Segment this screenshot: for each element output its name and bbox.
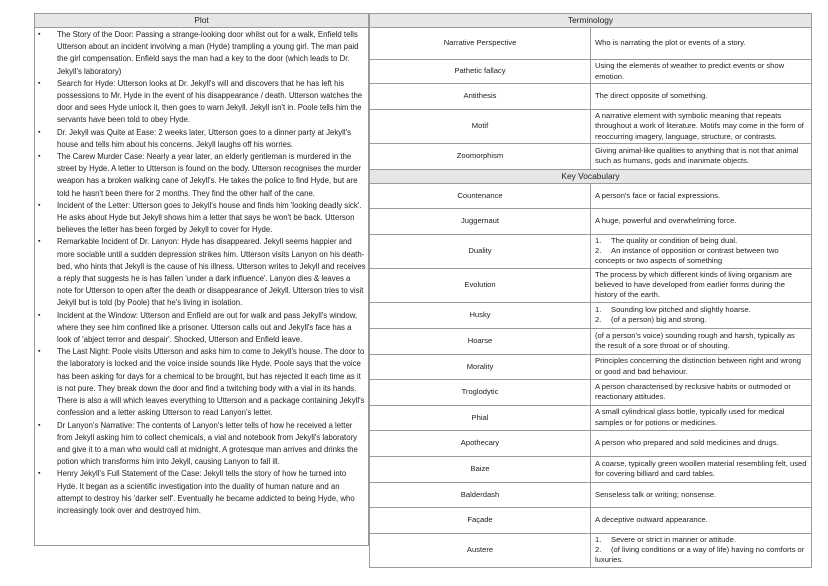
vocab-row [370, 507, 812, 533]
vocab-definition: 1. Severe or strict in manner or attitude. 2. (of living conditions or a way of life) having no comforts or luxuries. [591, 533, 812, 567]
plot-item: ▪ Remarkable Incident of Dr. Lanyon: Hyde has disappeared. Jekyll seems happier and more sociable until a sudden depression strikes him. Utterson visits Lanyon on his death-bed, who hints that Jekyll is the cause of his illness. Utterson writes to Jekyll and receives a reply that suggests he is has fallen 'under a dark influence'. Lanyon dies & leaves a note for Utterson to open after the death or disappearance of Jekyll. Utterson tries to visit Jekyll but is told (by Poole) that he's living in isolation. [38, 237, 366, 308]
plot-list [37, 29, 366, 517]
vocab-row [370, 328, 812, 354]
vocab-definition: A person characterised by reclusive habits or outmoded or reactionary attitudes. [591, 379, 812, 405]
term-word: Motif [370, 110, 591, 144]
bullet-icon: ▪ [38, 201, 41, 209]
vocab-row [370, 482, 812, 507]
vocab-definition: A coarse, typically green woollen material resembling felt, used for covering billiard and card tables. [591, 456, 812, 482]
vocab-row [370, 405, 812, 430]
terminology-table [369, 13, 812, 568]
bullet-icon: ▪ [38, 311, 41, 319]
term-row [370, 60, 812, 84]
vocabulary-header: Key Vocabulary [370, 169, 812, 183]
bullet-icon: ▪ [38, 79, 41, 87]
vocab-row [370, 456, 812, 482]
vocab-row [370, 234, 812, 268]
vocab-row [370, 183, 812, 208]
vocab-word: Baize [370, 456, 591, 482]
vocab-definition: 1. Sounding low pitched and slightly hoarse. 2. (of a person) big and strong. [591, 302, 812, 328]
bullet-icon: ▪ [38, 128, 41, 136]
plot-item: ▪ Search for Hyde: Utterson looks at Dr. Jekyll's will and discovers that he has left his possessions to Mr. Hyde in the event of his disappearance / death. Utterson watches the door and sees Hyde unlock it, then goes to warn Jekyll. Jekyll isn't in. Poole tells him the servants have been told to obey Hyde. [38, 78, 363, 125]
plot-table [34, 13, 369, 546]
term-definition: Giving animal-like qualities to anything that is not that animal such as humans, gods and inanimate objects. [591, 143, 812, 169]
plot-item: ▪ Dr. Jekyll was Quite at Ease: 2 weeks later, Utterson goes to a dinner party at Jekyll's house and tells him about his concerns. Jekyll laughs off his worries. [38, 127, 352, 149]
vocab-word: Duality [370, 234, 591, 268]
plot-item: ▪ Henry Jekyll's Full Statement of the Case: Jekyll tells the story of how he turned into Hyde. It began as a scientific investigation into the duality of human nature and an attempt to destroy his 'darker self'. Eventually he became addicted to being Hyde, who increasingly took over and destroyed him. [38, 469, 355, 515]
plot-item: ▪ Incident at the Window: Utterson and Enfield are out for walk and pass Jekyll's window, where they see him confined like a prisoner. Utterson calls out and Jekyll's face has a look of 'abject terror and despair'. Shocked, Utterson and Enfield leave. [38, 310, 358, 345]
vocab-word: Juggernaut [370, 208, 591, 234]
vocab-definition: Principles concerning the distinction between right and wrong or good and bad behaviour. [591, 354, 812, 379]
vocab-word: Balderdash [370, 482, 591, 507]
terminology-header: Terminology [370, 14, 812, 28]
term-row [370, 84, 812, 110]
bullet-icon: ▪ [38, 153, 41, 161]
vocab-definition: (of a person's voice) sounding rough and harsh, typically as the result of a sore throat or of shouting. [591, 328, 812, 354]
bullet-icon: ▪ [38, 31, 41, 38]
plot-item: ▪ Dr Lanyon's Narrative: The contents of Lanyon's letter tells of how he received a letter from Jekyll asking him to collect chemicals, a vial and notebook from Jekyll's laboratory and give it to a man who would call at midnight. A grotesque man arrives and drinks the potion which transforms him into Jekyll, causing Lanyon to fall ill. [38, 420, 358, 467]
vocab-definition: The process by which different kinds of living organism are believed to have developed from earlier forms during the history of the earth. [591, 268, 812, 302]
vocab-definition: A huge, powerful and overwhelming force. [591, 208, 812, 234]
bullet-icon: ▪ [38, 470, 41, 478]
term-row [370, 110, 812, 144]
vocab-word: Apothecary [370, 430, 591, 456]
term-row [370, 28, 812, 60]
term-definition: Using the elements of weather to predict events or show emotion. [591, 60, 812, 84]
term-word: Zoomorphism [370, 143, 591, 169]
vocab-row [370, 268, 812, 302]
vocab-word: Phial [370, 405, 591, 430]
term-definition: A narrative element with symbolic meaning that repeats throughout a work of literature. Motifs may come in the form of reoccurring imagery, language, structure, or contrasts. [591, 110, 812, 144]
vocab-word: Façade [370, 507, 591, 533]
vocab-word: Evolution [370, 268, 591, 302]
vocab-definition: A small cylindrical glass bottle, typically used for medical samples or for potions or medicines. [591, 405, 812, 430]
term-definition: Who is narrating the plot or events of a story. [591, 28, 812, 60]
vocab-row [370, 208, 812, 234]
bullet-icon: ▪ [38, 348, 41, 356]
vocab-definition: Senseless talk or writing; nonsense. [591, 482, 812, 507]
vocab-word: Countenance [370, 183, 591, 208]
term-word: Narrative Perspective [370, 28, 591, 60]
term-definition: The direct opposite of something. [591, 84, 812, 110]
plot-item: ▪ The Carew Murder Case: Nearly a year later, an elderly gentleman is murdered in the street by Hyde. A letter to Utterson is found on the body. Utterson recognises the murder weapon has a broken walking cane of Jekyll's. He takes the police to find Hyde, but are told he hasn't been there for 2 months. They find the other half of the cane. [38, 152, 362, 198]
vocab-word: Troglodytic [370, 379, 591, 405]
vocab-word: Morality [370, 354, 591, 379]
vocab-word: Husky [370, 302, 591, 328]
plot-item: ▪ Incident of the Letter: Utterson goes to Jekyll's house and finds him 'looking deadly sick'. He asks about Hyde but Jekyll shows him a letter that says he won't be back. Utterson believes the letter has been forged by Jekyll to cover for Hyde. [38, 200, 362, 235]
term-word: Antithesis [370, 84, 591, 110]
knowledge-organiser [34, 13, 812, 565]
vocab-definition: A deceptive outward appearance. [591, 507, 812, 533]
plot-header: Plot [35, 14, 369, 28]
plot-cell [35, 28, 369, 546]
vocab-definition: A person's face or facial expressions. [591, 183, 812, 208]
vocab-definition: A person who prepared and sold medicines and drugs. [591, 430, 812, 456]
term-word: Pathetic fallacy [370, 60, 591, 84]
vocab-row [370, 533, 812, 567]
vocab-word: Hoarse [370, 328, 591, 354]
vocab-row [370, 430, 812, 456]
vocab-definition: 1. The quality or condition of being dual. 2. An instance of opposition or contrast between two concepts or two aspects of something [591, 234, 812, 268]
vocab-row [370, 354, 812, 379]
bullet-icon: ▪ [38, 421, 41, 429]
plot-item: ▪ The Last Night: Poole visits Utterson and asks him to come to Jekyll's house. The door to the laboratory is locked and the voice inside sounds like Hyde. Poole says that the voice has been asking for days for a chemical to be brought, but has rejected it each time as it is not pure. They break down the door and find a twitching body with a vial in its hands. There is also a will which leaves everything to Utterson and a package containing Jekyll's confession and a letter asking Utterson to read Lanyon's letter. [38, 347, 365, 418]
vocab-word: Austere [370, 533, 591, 567]
term-row [370, 143, 812, 169]
vocab-row [370, 379, 812, 405]
plot-item: ▪ The Story of the Door: Passing a strange-looking door whilst out for a walk, Enfield tells Utterson about an incident involving a man (Hyde) trampling a young girl. The man paid the girl compensation. Enfield says the man had a key to the door (which leads to Dr. Jekyll's laboratory) [38, 30, 359, 76]
bullet-icon: ▪ [38, 238, 41, 246]
vocab-row [370, 302, 812, 328]
